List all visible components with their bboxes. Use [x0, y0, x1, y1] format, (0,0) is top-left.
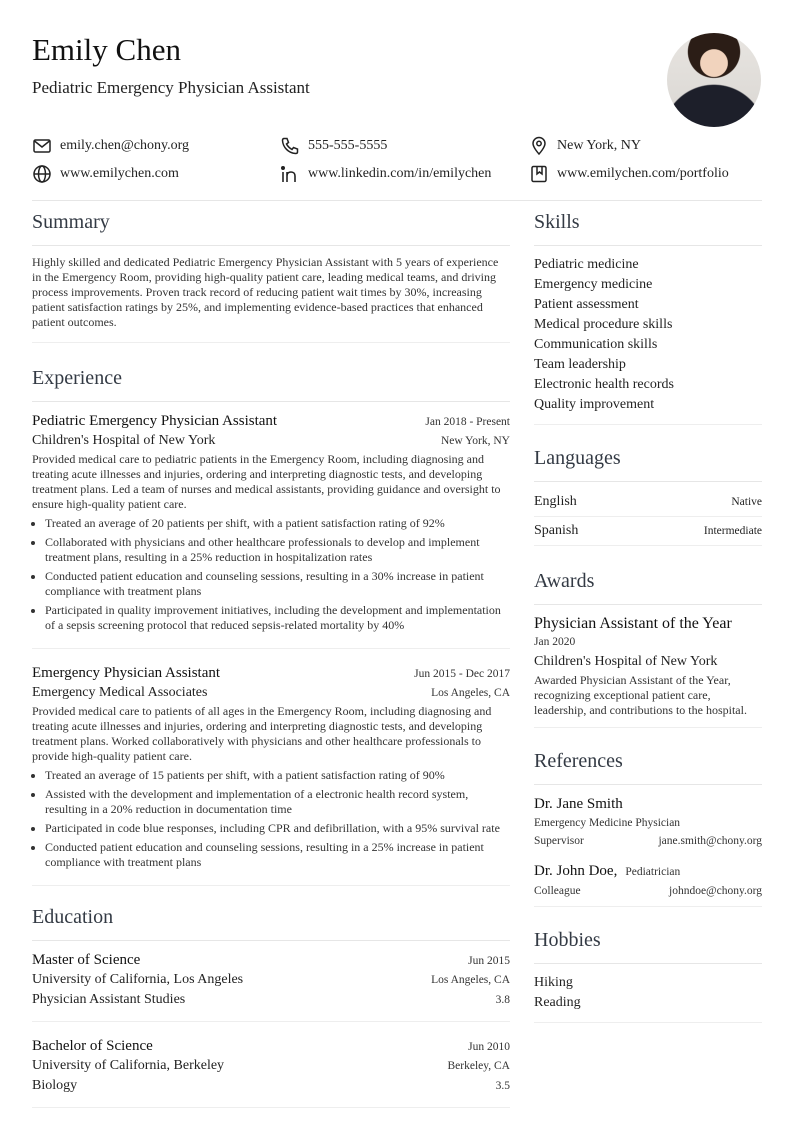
linkedin-icon: [280, 164, 300, 184]
languages-list: [534, 491, 762, 546]
reference-relation: Colleague: [534, 885, 581, 897]
award-organization: Children's Hospital of New York: [534, 654, 718, 669]
left-column: [32, 205, 510, 1122]
language-level: Native: [731, 496, 762, 508]
header-divider: [32, 200, 762, 201]
reference-entry: [534, 861, 762, 897]
list-item: Hiking: [534, 975, 573, 990]
education-heading: Education: [32, 900, 510, 941]
mail-icon: [32, 136, 52, 156]
globe-icon: [32, 164, 52, 184]
reference-relation: Supervisor: [534, 835, 584, 847]
location-pin-icon: [529, 136, 549, 156]
list-item: Medical procedure skills: [534, 317, 673, 332]
experience-entry: [32, 411, 510, 649]
contact-info: [32, 134, 762, 190]
job-role: Emergency Physician Assistant: [32, 665, 221, 681]
graduation-date: Jun 2010: [468, 1041, 510, 1053]
list-item: Quality improvement: [534, 397, 655, 412]
list-item: • Treated an average of 15 patients per shift, with a patient satisfaction rating of 90%: [45, 768, 510, 783]
field-of-study: Physician Assistant Studies: [32, 992, 186, 1007]
gpa: 3.8: [495, 994, 510, 1006]
reference-email[interactable]: johndoe@chony.org: [669, 885, 762, 897]
education-entry: [32, 950, 510, 1022]
language-level: Intermediate: [703, 525, 762, 537]
job-description: Provided medical care to pediatric patients in the Emergency Room, including diagnosing and treating acute illnesses and injuries, ordering and interpreting diagnostic tests, and developing treatment plans. Led a team of nurses and medical assistants, providing guidance and oversight to ensure high-quality patient care.: [32, 452, 501, 511]
award-date: Jan 2020: [534, 636, 576, 648]
school: University of California, Los Angeles: [32, 972, 244, 987]
skills-list: [534, 255, 762, 425]
languages-heading: Languages: [534, 441, 762, 482]
list-item: Team leadership: [534, 357, 626, 372]
job-achievements: [32, 768, 510, 870]
list-item: • Assisted with the development and implementation of a electronic health record system, resulting in a 20% reduction in documentation time: [45, 787, 510, 817]
list-item: • Participated in quality improvement initiatives, including the development and implementation of a sepsis screening protocol that reduced sepsis-related mortality by 40%: [45, 603, 510, 633]
portfolio-bookmark-icon: [529, 164, 549, 184]
phone-icon: [280, 136, 300, 156]
awards-heading: Awards: [534, 564, 762, 605]
award-description: Awarded Physician Assistant of the Year, recognizing exceptional patient care, leadership, and contributions to the hospital.: [534, 673, 747, 717]
references-heading: References: [534, 744, 762, 785]
reference-title: Pediatrician: [625, 866, 681, 878]
school-location: Los Angeles, CA: [431, 974, 510, 986]
experience-entry: [32, 663, 510, 886]
list-item: • Collaborated with physicians and other healthcare professionals to develop and implement treatment plans, resulting in a 25% reduction in hospitalization rates: [45, 535, 510, 565]
language-row: [534, 520, 762, 546]
hobbies-list: [534, 973, 762, 1023]
job-role: Pediatric Emergency Physician Assistant: [32, 413, 278, 429]
right-column: [534, 205, 762, 1039]
job-achievements: [32, 516, 510, 633]
list-item: • Participated in code blue responses, including CPR and defibrillation, with a 95% survival rate: [45, 821, 510, 836]
contact-linkedin[interactable]: www.linkedin.com/in/emilychen: [280, 162, 491, 186]
contact-phone[interactable]: 555-555-5555: [280, 134, 387, 158]
contact-portfolio[interactable]: www.emilychen.com/portfolio: [529, 162, 729, 186]
list-item: Reading: [534, 995, 581, 1010]
list-item: • Treated an average of 20 patients per shift, with a patient satisfaction rating of 92%: [45, 516, 510, 531]
profile-photo: [667, 33, 761, 127]
reference-name: Dr. Jane Smith: [534, 796, 623, 812]
contact-email[interactable]: emily.chen@chony.org: [32, 134, 189, 158]
hobbies-heading: Hobbies: [534, 923, 762, 964]
education-entry: [32, 1036, 510, 1108]
job-location: Los Angeles, CA: [431, 687, 510, 699]
job-organization: Children's Hospital of New York: [32, 433, 216, 448]
candidate-name: Emily Chen: [32, 32, 181, 67]
school-location: Berkeley, CA: [447, 1060, 510, 1072]
job-location: New York, NY: [440, 435, 510, 447]
reference-name: Dr. John Doe,: [534, 863, 618, 879]
candidate-title: Pediatric Emergency Physician Assistant: [32, 78, 310, 97]
list-item: Communication skills: [534, 337, 658, 352]
degree: Bachelor of Science: [32, 1038, 153, 1054]
graduation-date: Jun 2015: [468, 955, 510, 967]
reference-email[interactable]: jane.smith@chony.org: [658, 835, 762, 847]
school: University of California, Berkeley: [32, 1058, 225, 1073]
award-title: Physician Assistant of the Year: [534, 615, 732, 632]
list-item: Emergency medicine: [534, 277, 653, 292]
contact-location: New York, NY: [529, 134, 641, 158]
list-item: • Conducted patient education and counseling sessions, resulting in a 30% increase in patient compliance with treatment plans: [45, 569, 510, 599]
references-list: [534, 794, 762, 907]
job-dates: Jun 2015 - Dec 2017: [414, 668, 510, 680]
language-name: Spanish: [534, 523, 579, 538]
reference-title: Emergency Medicine Physician: [534, 817, 681, 829]
field-of-study: Biology: [32, 1078, 78, 1093]
list-item: • Conducted patient education and counseling sessions, resulting in a 25% increase in patient compliance with treatment plans: [45, 840, 510, 870]
language-row: [534, 491, 762, 517]
contact-website[interactable]: www.emilychen.com: [32, 162, 179, 186]
skills-heading: Skills: [534, 205, 762, 246]
experience-heading: Experience: [32, 361, 510, 402]
job-dates: Jan 2018 - Present: [425, 416, 510, 428]
list-item: Electronic health records: [534, 377, 674, 392]
gpa: 3.5: [495, 1080, 510, 1092]
award-entry: [534, 614, 762, 728]
language-name: English: [534, 494, 577, 509]
summary-heading: Summary: [32, 205, 510, 246]
job-organization: Emergency Medical Associates: [32, 685, 208, 700]
list-item: Pediatric medicine: [534, 257, 639, 272]
degree: Master of Science: [32, 952, 141, 968]
summary-text: Highly skilled and dedicated Pediatric Emergency Physician Assistant with 5 years of experience in the Emergency Room, providing high-quality patient care, leading medical teams, and driving process improvements. Proven track record of reducing patient wait times by 30%, increasing patient satisfaction ratings by 25%, and implementing evidence-based practices that enhanced patient outcomes.: [32, 255, 510, 343]
list-item: Patient assessment: [534, 297, 639, 312]
job-description: Provided medical care to patients of all ages in the Emergency Room, including diagnosing and treating acute illnesses and injuries, ordering and interpreting diagnostic tests, and developing treatment plans. Worked collaboratively with physicians and other healthcare professionals to provide high-quality patient care.: [32, 704, 492, 763]
reference-entry: [534, 794, 762, 847]
